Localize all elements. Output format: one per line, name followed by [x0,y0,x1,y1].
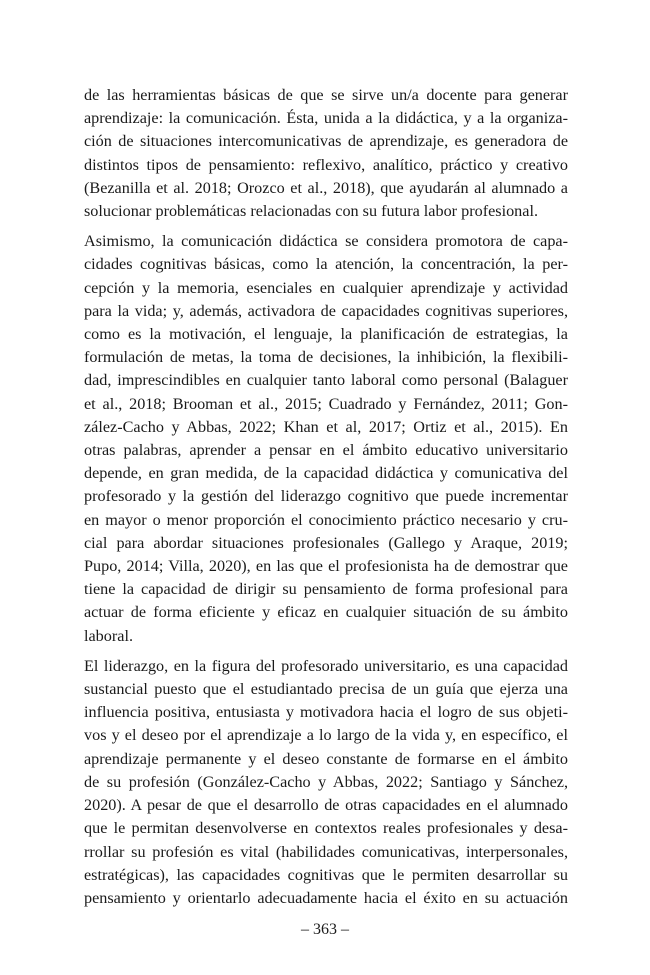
text-line: otras palabras, aprender a pensar en el ámbito educativo universitario [84,441,568,460]
paragraph-2 [84,230,568,648]
text-line: aprendizaje permanente y el deseo constante de formarse en el ámbito [84,749,568,768]
page-body [84,84,568,917]
text-line: laboral. [84,626,133,645]
text-line: que le permitan desenvolverse en contextos reales profesionales y desa- [84,819,568,838]
text-line: Pupo, 2014; Villa, 2020), en las que el profesionista ha de demostrar que [84,557,568,576]
text-line: dad, imprescindibles en cualquier tanto laboral como personal (Balaguer [84,371,568,390]
text-line: cidades cognitivas básicas, como la atención, la concentración, la per- [84,255,568,274]
text-line: (Bezanilla et al. 2018; Orozco et al., 2018), que ayudarán al alumnado a [84,178,568,197]
text-line: pensamiento y orientarlo adecuadamente hacia el éxito en su actuación [84,888,568,907]
text-line: solucionar problemáticas relacionadas con su futura labor profesional. [84,202,538,221]
text-line: como es la motivación, el lenguaje, la planificación de estrategias, la [84,325,568,344]
text-line: de las herramientas básicas de que se sirve un/a docente para generar [84,86,568,104]
text-line: en mayor o menor proporción el conocimiento práctico necesario y cru- [84,510,568,529]
text-line: profesorado y la gestión del liderazgo cognitivo que puede incrementar [84,487,568,506]
text-line: zález-Cacho y Abbas, 2022; Khan et al, 2017; Ortiz et al., 2015). En [84,417,568,436]
text-line: rrollar su profesión es vital (habilidades comunicativas, interpersonales, [84,842,568,861]
page-number: – 363 – [301,921,349,938]
text-line: aprendizaje: la comunicación. Ésta, unida a la didáctica, y a la organiza- [84,109,568,128]
text-line: distintos tipos de pensamiento: reflexivo, analítico, práctico y creativo [84,155,568,174]
text-line: vos y el deseo por el aprendizaje a lo largo de la vida y, en específico, el [84,726,568,745]
text-line: influencia positiva, entusiasta y motivadora hacia el logro de sus objeti- [84,703,568,722]
text-line: cial para abordar situaciones profesionales (Gallego y Araque, 2019; [84,533,568,552]
text-line: estratégicas), las capacidades cognitivas que le permiten desarrollar su [84,865,568,884]
paragraph-1 [84,84,568,223]
text-line: et al., 2018; Brooman et al., 2015; Cuadrado y Fernández, 2011; Gon- [84,394,568,413]
text-line: Asimismo, la comunicación didáctica se considera promotora de capa- [84,232,568,251]
text-line: formulación de metas, la toma de decisiones, la inhibición, la flexibili- [84,348,568,367]
text-line: El liderazgo, en la figura del profesorado universitario, es una capacidad [84,656,568,675]
text-line: depende, en gran medida, de la capacidad didáctica y comunicativa del [84,464,568,483]
paragraph-3 [84,655,568,910]
text-line: actuar de forma eficiente y eficaz en cualquier situación de su ámbito [84,603,568,622]
text-line: para la vida; y, además, activadora de capacidades cognitivas superiores, [84,301,568,320]
text-line: 2020). A pesar de que el desarrollo de otras capacidades en el alumnado [84,796,568,815]
text-line: de su profesión (González-Cacho y Abbas, 2022; Santiago y Sánchez, [84,772,568,791]
text-line: cepción y la memoria, esenciales en cualquier aprendizaje y actividad [84,278,568,297]
text-line: tiene la capacidad de dirigir su pensamiento de forma profesional para [84,580,568,599]
text-line: sustancial puesto que el estudiantado precisa de un guía que ejerza una [84,680,568,699]
text-line: ción de situaciones intercomunicativas de aprendizaje, es generadora de [84,132,568,151]
